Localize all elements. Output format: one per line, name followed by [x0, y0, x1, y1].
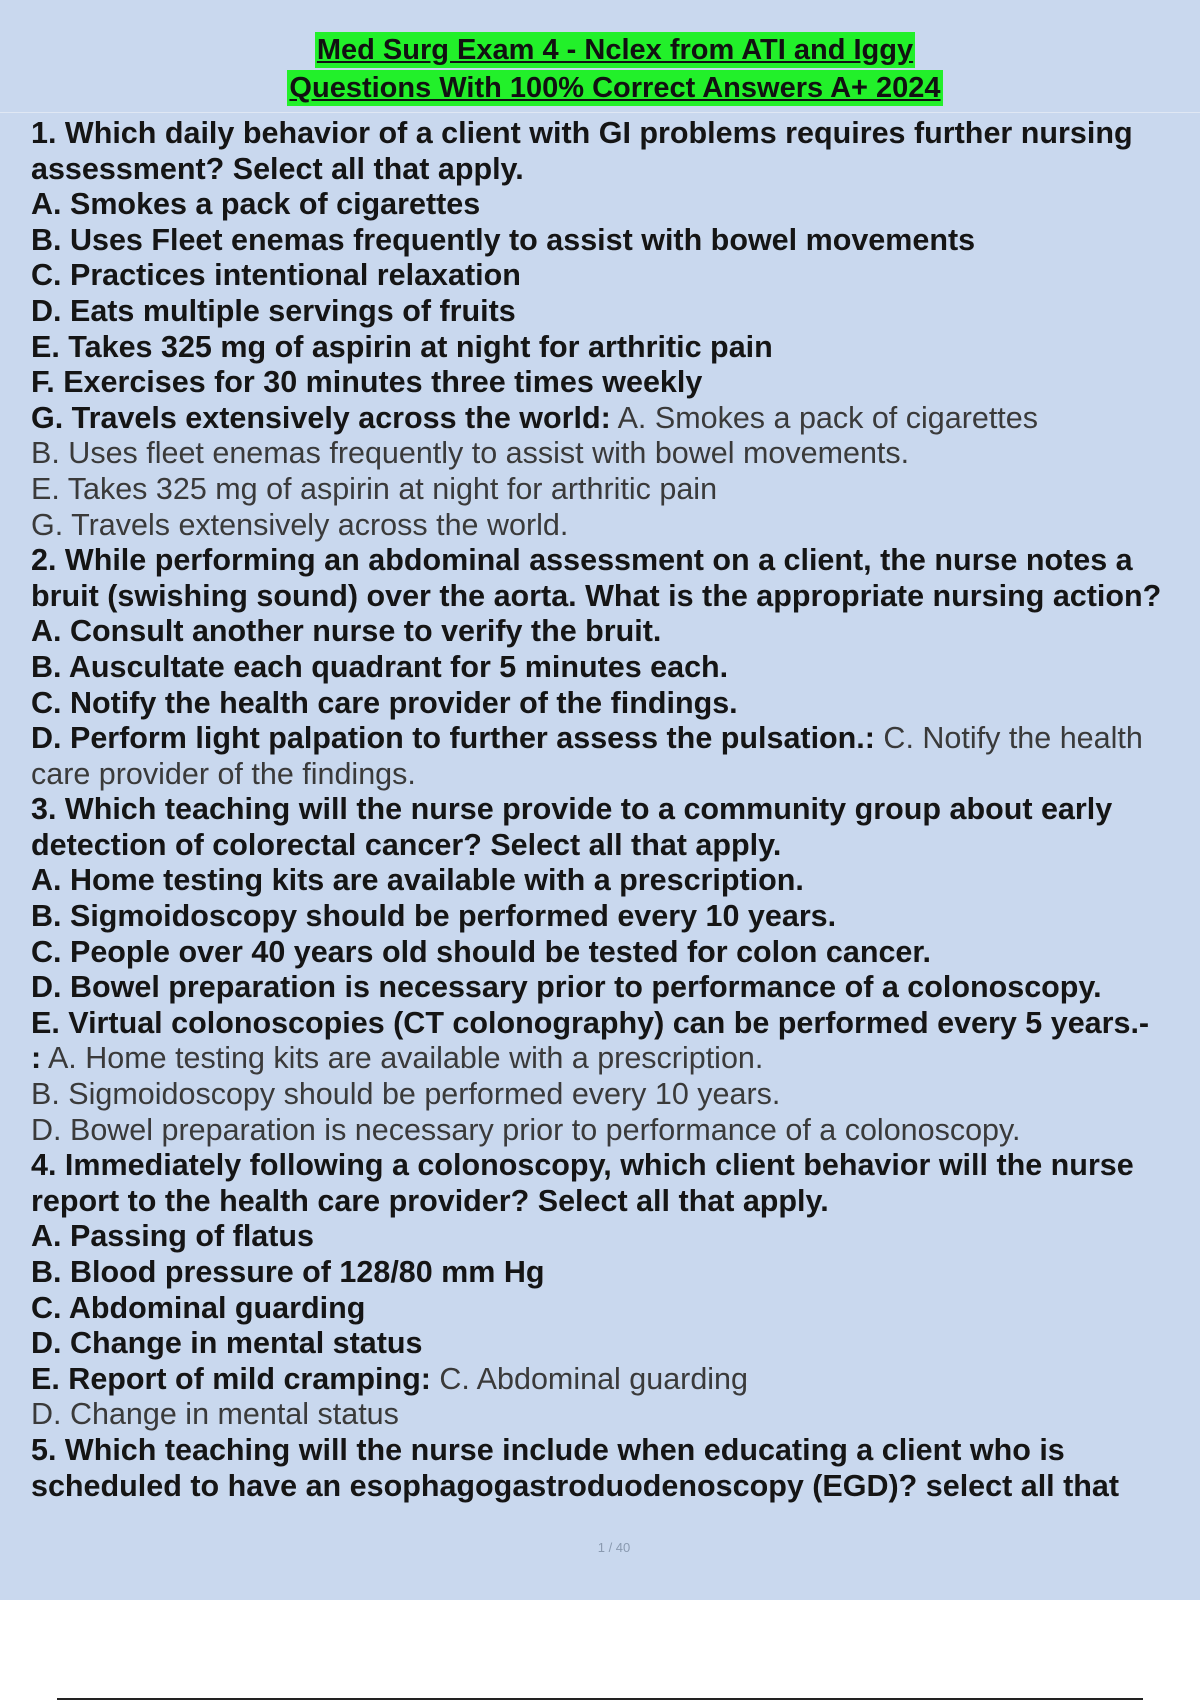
question-stem: bruit (swishing sound) over the aorta. What is the appropriate nursing action?: [31, 578, 1162, 613]
answer-prefix: :: [31, 1041, 42, 1076]
question-stem: detection of colorectal cancer? Select all that apply.: [31, 827, 782, 862]
answer-option: E. Virtual colonoscopies (CT colonography) can be performed every 5 years.-: [31, 1005, 1150, 1040]
correct-answer: D. Change in mental status: [31, 1397, 399, 1432]
correct-answer: care provider of the findings.: [31, 756, 416, 791]
correct-answer: D. Bowel preparation is necessary prior to performance of a colonoscopy.: [31, 1112, 1021, 1147]
answer-option: B. Sigmoidoscopy should be performed every 10 years.: [31, 899, 837, 934]
questions-content: [31, 116, 1200, 1504]
answer-option: C. Abdominal guarding: [31, 1290, 366, 1325]
correct-answer: G. Travels extensively across the world.: [31, 507, 569, 542]
correct-answer: B. Sigmoidoscopy should be performed every 10 years.: [31, 1077, 781, 1112]
answer-option: E. Report of mild cramping:: [31, 1361, 431, 1396]
question-stem: 1. Which daily behavior of a client with GI problems requires further nursing: [31, 116, 1133, 150]
answer-option: G. Travels extensively across the world:: [31, 400, 611, 435]
answer-option: B. Auscultate each quadrant for 5 minutes each.: [31, 649, 729, 684]
answer-option: D. Eats multiple servings of fruits: [31, 293, 516, 328]
answer-option: C. Practices intentional relaxation: [31, 258, 521, 293]
correct-answer: A. Smokes a pack of cigarettes: [610, 400, 1038, 435]
answer-option: D. Bowel preparation is necessary prior to performance of a colonoscopy.: [31, 970, 1102, 1005]
question-stem: 5. Which teaching will the nurse include when educating a client who is: [31, 1432, 1065, 1467]
correct-answer: C. Abdominal guarding: [430, 1361, 748, 1396]
answer-option: E. Takes 325 mg of aspirin at night for arthritic pain: [31, 329, 773, 364]
question-stem: 3. Which teaching will the nurse provide to a community group about early: [31, 792, 1113, 827]
correct-answer: E. Takes 325 mg of aspirin at night for arthritic pain: [31, 471, 718, 506]
correct-answer: C. Notify the health: [874, 721, 1143, 756]
answer-option-with-answer: [31, 1362, 1200, 1398]
answer-option: A. Passing of flatus: [31, 1219, 315, 1254]
answer-option: C. Notify the health care provider of the findings.: [31, 685, 738, 720]
answer-option: D. Perform light palpation to further assess the pulsation.:: [31, 721, 875, 756]
title-separator: [0, 112, 1200, 113]
answer-option: B. Uses Fleet enemas frequently to assist with bowel movements: [31, 222, 976, 257]
correct-answer: A. Home testing kits are available with a prescription.: [41, 1041, 764, 1076]
document-title: [0, 32, 1200, 106]
answer-option: A. Smokes a pack of cigarettes: [31, 187, 481, 222]
answer-option: C. People over 40 years old should be tested for colon cancer.: [31, 934, 932, 969]
question-stem: 4. Immediately following a colonoscopy, which client behavior will the nurse: [31, 1148, 1134, 1183]
title-line-1: Med Surg Exam 4 - Nclex from ATI and Iggy: [316, 34, 914, 66]
question-stem: assessment? Select all that apply.: [31, 151, 524, 186]
title-line-2: Questions With 100% Correct Answers A+ 2024: [289, 72, 941, 104]
answer-option-with-answer: [31, 401, 1200, 437]
page-number: 1 / 40: [597, 1540, 631, 1555]
answer-option-with-answer: [31, 721, 1200, 757]
answer-line-with-prefix: [31, 1041, 1200, 1077]
question-stem: scheduled to have an esophagogastroduodenoscopy (EGD)? select all that: [31, 1468, 1120, 1503]
question-stem: 2. While performing an abdominal assessment on a client, the nurse notes a: [31, 543, 1133, 578]
answer-option: A. Home testing kits are available with a prescription.: [31, 863, 804, 898]
correct-answer: B. Uses fleet enemas frequently to assist with bowel movements.: [31, 436, 910, 471]
answer-option: D. Change in mental status: [31, 1326, 423, 1361]
answer-option: B. Blood pressure of 128/80 mm Hg: [31, 1255, 545, 1289]
answer-option: A. Consult another nurse to verify the bruit.: [31, 614, 662, 649]
question-stem: report to the health care provider? Select all that apply.: [31, 1183, 829, 1218]
answer-option: F. Exercises for 30 minutes three times weekly: [31, 365, 703, 400]
